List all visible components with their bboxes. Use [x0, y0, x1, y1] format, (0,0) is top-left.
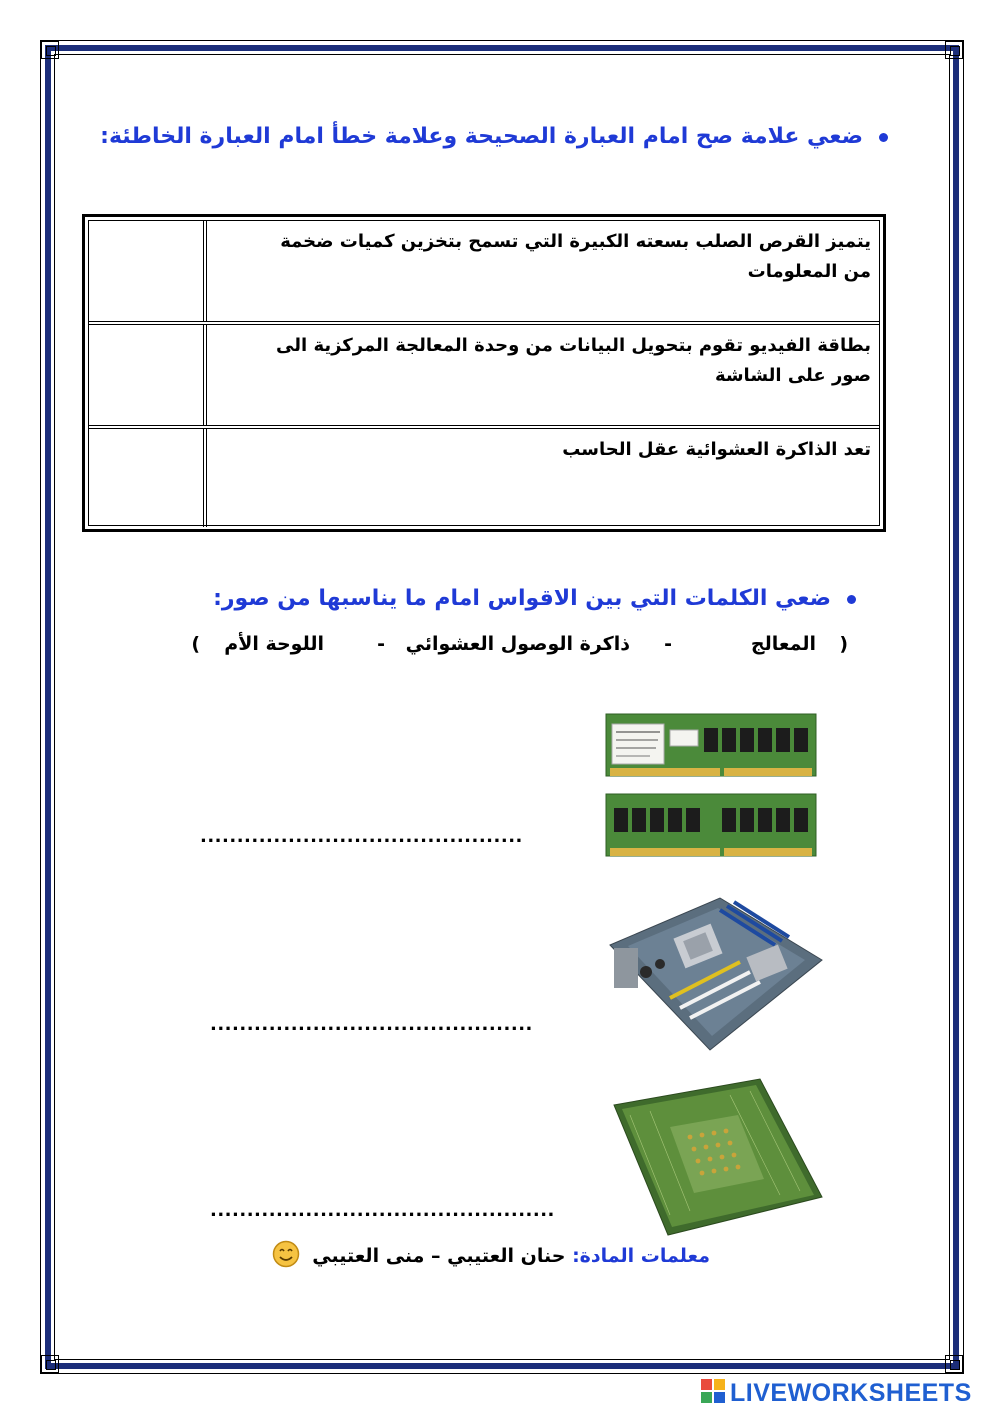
statement-text: يتميز القرص الصلب بسعته الكبيرة التي تسمح بتخزين كميات ضخمة من المعلومات [280, 231, 871, 282]
frame-corner-ornament [41, 1355, 59, 1373]
matching-instruction [213, 586, 856, 611]
table-row [89, 425, 879, 527]
statement-text: بطاقة الفيديو تقوم بتحويل البيانات من وحدة المعالجة المركزية الى صور على الشاشة [276, 335, 871, 386]
answer-line[interactable]: ............................................... [210, 1200, 555, 1221]
liveworksheets-logo-icon [700, 1378, 726, 1411]
matching-instruction-text: ضعي الكلمات التي بين الاقواس امام ما يناسبها من صور: [213, 586, 831, 611]
answer-line[interactable]: ............................................ [200, 826, 523, 847]
brand-name: LIVEWORKSHEETS [730, 1379, 972, 1408]
answer-cell[interactable] [89, 221, 207, 321]
word-bank-ram: ذاكرة الوصول العشوائي [405, 633, 630, 655]
teachers-label: معلمات المادة: [572, 1245, 710, 1267]
word-bank-close-paren: ) [191, 633, 200, 655]
smiling-face-icon [272, 1240, 300, 1273]
word-bank-dash: - [664, 633, 672, 655]
true-false-instruction-text: ضعي علامة صح امام العبارة الصحيحة وعلامة خطأ امام العبارة الخاطئة: [100, 124, 863, 149]
frame-corner-ornament [41, 41, 59, 59]
true-false-instruction [100, 124, 888, 149]
bullet-icon [847, 595, 856, 604]
statement-text: تعد الذاكرة العشوائية عقل الحاسب [562, 439, 871, 460]
answer-cell[interactable] [89, 429, 207, 527]
word-bank-open-paren: ( [839, 633, 848, 655]
ram-modules-image [600, 710, 820, 870]
table-row [89, 321, 879, 425]
true-false-table [82, 214, 886, 532]
bullet-icon [879, 133, 888, 142]
teachers-credit [280, 1240, 710, 1276]
word-bank-motherboard: اللوحة الأم [224, 633, 324, 655]
motherboard-image [600, 890, 825, 1055]
word-bank-processor: المعالج [750, 633, 816, 655]
word-bank-dash: - [377, 633, 385, 655]
frame-corner-ornament [945, 41, 963, 59]
answer-cell[interactable] [89, 325, 207, 425]
table-row [89, 221, 879, 321]
liveworksheets-brand[interactable] [700, 1378, 972, 1410]
true-false-table-inner [88, 220, 880, 526]
answer-line[interactable]: ............................................ [210, 1014, 533, 1035]
word-bank [180, 633, 860, 665]
teachers-names: حنان العتيبي – منى العتيبي [312, 1245, 566, 1267]
cpu-processor-image [610, 1075, 825, 1240]
frame-corner-ornament [945, 1355, 963, 1373]
